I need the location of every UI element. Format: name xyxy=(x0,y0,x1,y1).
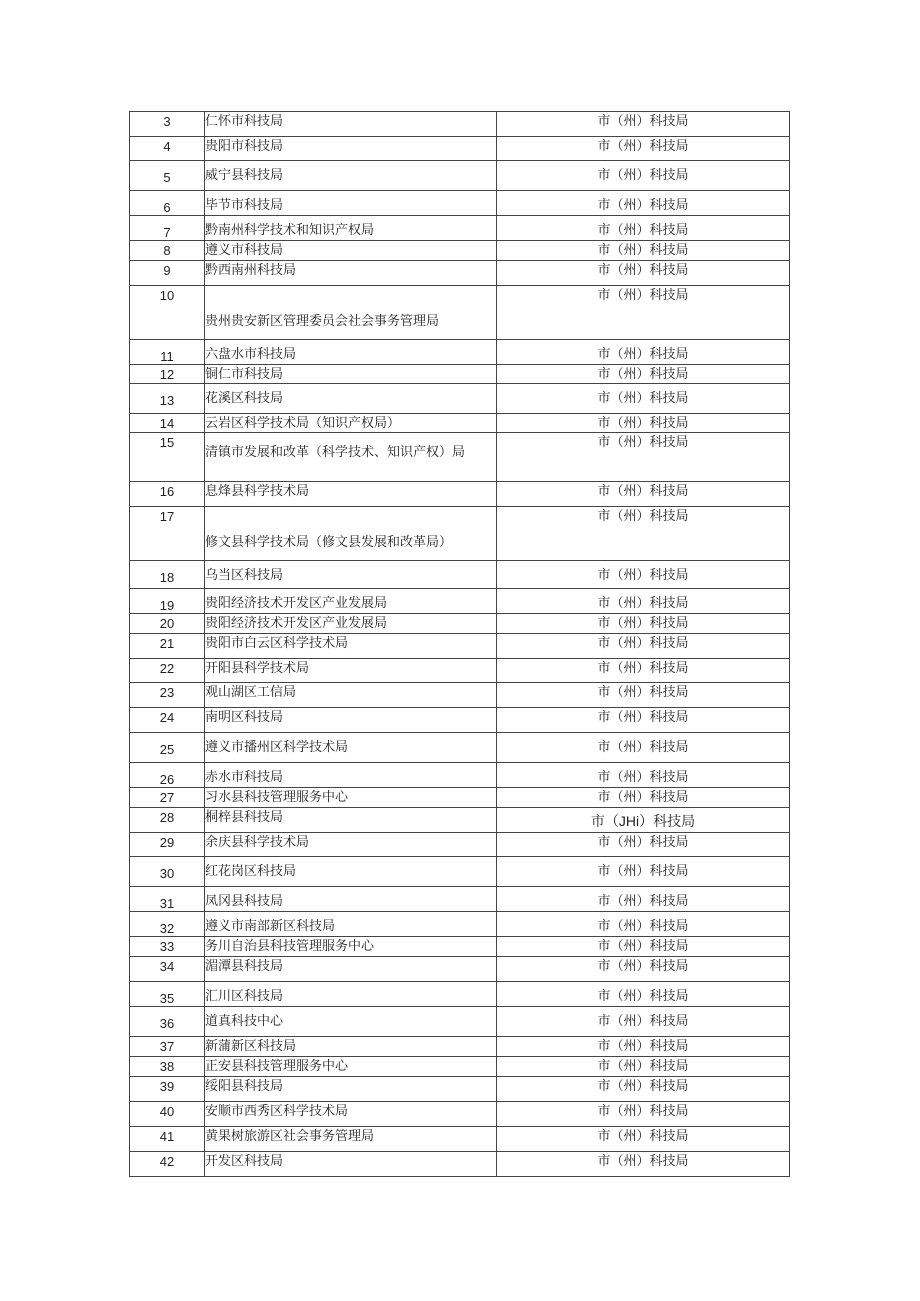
agency-name-cell xyxy=(205,384,497,414)
agency-name-cell xyxy=(205,340,497,365)
agency-type-cell xyxy=(497,414,790,433)
agency-type-cell xyxy=(497,634,790,659)
agency-name: 贵阳经济技术开发区产业发展局 xyxy=(205,596,388,611)
row-number-cell xyxy=(130,1102,205,1127)
agency-name-cell xyxy=(205,763,497,788)
row-number: 21 xyxy=(159,636,175,651)
row-number-cell xyxy=(130,937,205,957)
agency-type: 市（州）科技局 xyxy=(597,661,689,676)
row-number: 39 xyxy=(159,1079,175,1094)
row-number: 30 xyxy=(159,866,175,881)
agency-type: 市（州）科技局 xyxy=(597,835,689,850)
agency-type-cell xyxy=(497,659,790,683)
agency-type: 市（州）科技局 xyxy=(597,989,689,1004)
agency-type: 市（州）科技局 xyxy=(597,770,689,785)
agency-type: 市（州）科技局 xyxy=(597,484,689,499)
row-number-cell xyxy=(130,1152,205,1177)
row-number-cell xyxy=(130,614,205,634)
table-row xyxy=(130,833,790,857)
agency-name: 新蒲新区科技局 xyxy=(205,1039,297,1054)
agency-type: 市（州）科技局 xyxy=(597,864,689,879)
table-row xyxy=(130,112,790,137)
agency-name-cell xyxy=(205,589,497,614)
row-number: 9 xyxy=(163,263,171,278)
agency-type: 市（州）科技局 xyxy=(597,596,689,611)
agency-name-cell xyxy=(205,286,497,340)
agency-type: 市（州）科技局 xyxy=(597,416,689,431)
row-number-cell xyxy=(130,241,205,261)
agency-name: 黔西南州科技局 xyxy=(205,263,297,278)
agency-name: 黔南州科学技术和知识产权局 xyxy=(205,223,375,238)
row-number: 19 xyxy=(159,598,175,613)
row-number-cell xyxy=(130,507,205,561)
agency-type: 市（州）科技局 xyxy=(597,139,689,154)
row-number-cell xyxy=(130,833,205,857)
agency-name-cell xyxy=(205,614,497,634)
agency-name-cell xyxy=(205,482,497,507)
agency-name-cell xyxy=(205,808,497,833)
agency-name-cell xyxy=(205,414,497,433)
agency-type-cell xyxy=(497,589,790,614)
row-number-cell xyxy=(130,808,205,833)
agency-type-cell xyxy=(497,763,790,788)
table-row xyxy=(130,733,790,763)
row-number: 37 xyxy=(159,1039,175,1054)
agency-type: 市（州）科技局 xyxy=(597,1039,689,1054)
row-number: 3 xyxy=(163,114,171,129)
agency-name: 湄潭县科技局 xyxy=(205,959,284,974)
row-number-cell xyxy=(130,414,205,433)
agency-type-cell xyxy=(497,286,790,340)
table-row xyxy=(130,433,790,482)
row-number-cell xyxy=(130,659,205,683)
agency-type-cell xyxy=(497,216,790,241)
agency-type: 市（州）科技局 xyxy=(597,894,689,909)
agency-name-cell xyxy=(205,833,497,857)
agency-name: 贵阳经济技术开发区产业发展局 xyxy=(205,616,388,631)
agency-type: 市（州）科技局 xyxy=(597,367,689,382)
row-number-cell xyxy=(130,683,205,708)
table-row xyxy=(130,763,790,788)
row-number-cell xyxy=(130,982,205,1007)
row-number: 40 xyxy=(159,1104,175,1119)
agency-type: 市（州）科技局 xyxy=(597,114,689,129)
table-row xyxy=(130,241,790,261)
agency-name-cell xyxy=(205,161,497,191)
row-number-cell xyxy=(130,1037,205,1057)
row-number: 22 xyxy=(159,661,175,676)
agency-name: 正安县科技管理服务中心 xyxy=(205,1059,349,1074)
agency-name-cell xyxy=(205,1102,497,1127)
agency-name-cell xyxy=(205,433,497,482)
table-row xyxy=(130,414,790,433)
agency-name-cell xyxy=(205,261,497,286)
agency-name: 铜仁市科技局 xyxy=(205,367,284,382)
table-body xyxy=(130,112,790,1177)
agency-name-cell xyxy=(205,634,497,659)
agency-name: 汇川区科技局 xyxy=(205,989,284,1004)
row-number: 36 xyxy=(159,1016,175,1031)
row-number-cell xyxy=(130,384,205,414)
row-number: 23 xyxy=(159,685,175,700)
agency-type: 市（州）科技局 xyxy=(597,740,689,755)
agency-name-cell xyxy=(205,241,497,261)
row-number-cell xyxy=(130,912,205,937)
agency-type-cell xyxy=(497,1102,790,1127)
agency-name-cell xyxy=(205,957,497,982)
row-number: 11 xyxy=(160,349,174,364)
agency-type: 市（州）科技局 xyxy=(597,1079,689,1094)
agency-name: 贵阳市白云区科学技术局 xyxy=(205,636,349,651)
agency-name-cell xyxy=(205,561,497,589)
table-row xyxy=(130,708,790,733)
agency-type-cell xyxy=(497,937,790,957)
agency-name: 道真科技中心 xyxy=(205,1014,284,1029)
row-number: 29 xyxy=(159,835,175,850)
agency-name-cell xyxy=(205,1127,497,1152)
row-number: 26 xyxy=(159,772,175,787)
table-row xyxy=(130,365,790,384)
row-number: 24 xyxy=(159,710,175,725)
table-row xyxy=(130,634,790,659)
agency-name-cell xyxy=(205,887,497,912)
table-row xyxy=(130,1077,790,1102)
row-number-cell xyxy=(130,261,205,286)
table-row xyxy=(130,1037,790,1057)
agency-name: 开阳县科学技术局 xyxy=(205,661,310,676)
row-number-cell xyxy=(130,1007,205,1037)
agency-name: 红花岗区科技局 xyxy=(205,864,297,879)
agency-type: 市（州）科技局 xyxy=(597,168,689,183)
table-row xyxy=(130,1102,790,1127)
row-number-cell xyxy=(130,433,205,482)
agency-name-cell xyxy=(205,112,497,137)
row-number: 18 xyxy=(159,570,175,585)
agency-name-cell xyxy=(205,788,497,808)
table-row xyxy=(130,683,790,708)
row-number-cell xyxy=(130,1077,205,1102)
agency-type-cell xyxy=(497,482,790,507)
row-number-cell xyxy=(130,161,205,191)
agency-name: 赤水市科技局 xyxy=(205,770,284,785)
agency-type: 市（州）科技局 xyxy=(597,919,689,934)
agency-type: 市（州）科技局 xyxy=(597,1104,689,1119)
table-row xyxy=(130,561,790,589)
row-number: 32 xyxy=(159,921,175,936)
row-number-cell xyxy=(130,112,205,137)
agency-type: 市（州）科技局 xyxy=(597,616,689,631)
agency-name: 息烽县科学技术局 xyxy=(205,484,310,499)
agency-name: 遵义市科技局 xyxy=(205,243,284,258)
row-number-cell xyxy=(130,482,205,507)
agency-type-cell xyxy=(497,112,790,137)
agency-type: 市（州）科技局 xyxy=(597,391,689,406)
agency-type-cell xyxy=(497,1127,790,1152)
row-number-cell xyxy=(130,788,205,808)
agency-type: 市（州）科技局 xyxy=(597,263,689,278)
table-row xyxy=(130,191,790,216)
agency-type-cell xyxy=(497,912,790,937)
agency-type: 市（州）科技局 xyxy=(597,509,689,524)
agency-name: 清镇市发展和改革（科学技术、知识产权）局 xyxy=(205,445,466,460)
row-number: 41 xyxy=(159,1129,175,1144)
agency-name: 安顺市西秀区科学技术局 xyxy=(205,1104,349,1119)
agency-name: 云岩区科学技术局（知识产权局） xyxy=(205,416,401,431)
agency-type-cell xyxy=(497,191,790,216)
agency-name: 贵州贵安新区管理委员会社会事务管理局 xyxy=(205,314,440,329)
agency-name: 习水县科技管理服务中心 xyxy=(205,790,349,805)
agency-name-cell xyxy=(205,1152,497,1177)
agency-type-cell xyxy=(497,708,790,733)
agency-table xyxy=(129,111,790,1177)
agency-name: 遵义市播州区科学技术局 xyxy=(205,740,349,755)
agency-name: 绥阳县科技局 xyxy=(205,1079,284,1094)
table-row xyxy=(130,957,790,982)
row-number-cell xyxy=(130,763,205,788)
agency-type: 市（JHi）科技局 xyxy=(590,813,696,829)
agency-type-cell xyxy=(497,1057,790,1077)
agency-type-cell xyxy=(497,1152,790,1177)
table-row xyxy=(130,982,790,1007)
agency-name-cell xyxy=(205,1007,497,1037)
table-row xyxy=(130,286,790,340)
agency-name: 凤冈县科技局 xyxy=(205,894,284,909)
agency-type-cell xyxy=(497,384,790,414)
row-number: 20 xyxy=(159,616,175,631)
agency-type: 市（州）科技局 xyxy=(597,939,689,954)
agency-name: 遵义市南部新区科技局 xyxy=(205,919,336,934)
row-number-cell xyxy=(130,340,205,365)
row-number-cell xyxy=(130,708,205,733)
agency-name-cell xyxy=(205,659,497,683)
row-number: 35 xyxy=(159,991,175,1006)
agency-type-cell xyxy=(497,161,790,191)
agency-name-cell xyxy=(205,733,497,763)
table-row xyxy=(130,1152,790,1177)
agency-name-cell xyxy=(205,191,497,216)
table-row xyxy=(130,808,790,833)
agency-name-cell xyxy=(205,365,497,384)
row-number: 27 xyxy=(159,790,175,805)
row-number: 6 xyxy=(163,200,171,215)
agency-name: 花溪区科技局 xyxy=(205,391,284,406)
row-number-cell xyxy=(130,887,205,912)
agency-type-cell xyxy=(497,857,790,887)
row-number: 28 xyxy=(159,810,175,825)
table-row xyxy=(130,912,790,937)
row-number-cell xyxy=(130,733,205,763)
agency-name-cell xyxy=(205,857,497,887)
row-number-cell xyxy=(130,191,205,216)
agency-type-cell xyxy=(497,507,790,561)
row-number: 17 xyxy=(159,509,175,524)
agency-type: 市（州）科技局 xyxy=(597,710,689,725)
agency-type-cell xyxy=(497,340,790,365)
agency-name-cell xyxy=(205,982,497,1007)
agency-type-cell xyxy=(497,433,790,482)
row-number: 38 xyxy=(159,1059,175,1074)
table-row xyxy=(130,857,790,887)
table-row xyxy=(130,482,790,507)
agency-type: 市（州）科技局 xyxy=(597,568,689,583)
agency-type-cell xyxy=(497,1077,790,1102)
agency-name: 六盘水市科技局 xyxy=(205,347,297,362)
table-row xyxy=(130,216,790,241)
agency-name: 桐梓县科技局 xyxy=(205,810,284,825)
table-row xyxy=(130,340,790,365)
table-row xyxy=(130,1057,790,1077)
row-number-cell xyxy=(130,216,205,241)
row-number: 4 xyxy=(163,139,171,154)
row-number-cell xyxy=(130,634,205,659)
row-number-cell xyxy=(130,137,205,161)
agency-name: 黄果树旅游区社会事务管理局 xyxy=(205,1129,375,1144)
agency-type: 市（州）科技局 xyxy=(597,1014,689,1029)
agency-name-cell xyxy=(205,912,497,937)
agency-name-cell xyxy=(205,683,497,708)
agency-name: 南明区科技局 xyxy=(205,710,284,725)
row-number: 16 xyxy=(159,484,175,499)
agency-type-cell xyxy=(497,982,790,1007)
agency-name-cell xyxy=(205,507,497,561)
agency-name-cell xyxy=(205,137,497,161)
row-number-cell xyxy=(130,561,205,589)
agency-type: 市（州）科技局 xyxy=(597,243,689,258)
agency-type: 市（州）科技局 xyxy=(597,288,689,303)
agency-type-cell xyxy=(497,788,790,808)
agency-name: 仁怀市科技局 xyxy=(205,114,284,129)
row-number: 14 xyxy=(159,416,175,431)
agency-type: 市（州）科技局 xyxy=(597,685,689,700)
agency-type-cell xyxy=(497,808,790,833)
agency-name: 开发区科技局 xyxy=(205,1154,284,1169)
table-row xyxy=(130,161,790,191)
table-row xyxy=(130,659,790,683)
agency-name-cell xyxy=(205,1057,497,1077)
agency-type-cell xyxy=(497,614,790,634)
agency-name-cell xyxy=(205,937,497,957)
table-row xyxy=(130,261,790,286)
table-row xyxy=(130,788,790,808)
agency-name: 务川自治县科技管理服务中心 xyxy=(205,939,375,954)
agency-name: 修文县科学技术局（修文县发展和改革局） xyxy=(205,535,453,550)
row-number: 13 xyxy=(159,393,175,408)
agency-type: 市（州）科技局 xyxy=(597,959,689,974)
row-number-cell xyxy=(130,1127,205,1152)
agency-type-cell xyxy=(497,365,790,384)
row-number: 5 xyxy=(163,170,171,185)
table-row xyxy=(130,1007,790,1037)
agency-type-cell xyxy=(497,733,790,763)
row-number: 33 xyxy=(159,939,175,954)
agency-type: 市（州）科技局 xyxy=(597,1154,689,1169)
agency-name: 观山湖区工信局 xyxy=(205,685,297,700)
agency-type-cell xyxy=(497,833,790,857)
table-row xyxy=(130,137,790,161)
row-number: 8 xyxy=(163,243,171,258)
agency-type-cell xyxy=(497,561,790,589)
agency-type-cell xyxy=(497,261,790,286)
table-row xyxy=(130,614,790,634)
agency-name: 乌当区科技局 xyxy=(205,568,284,583)
agency-type-cell xyxy=(497,1007,790,1037)
row-number: 31 xyxy=(159,896,175,911)
row-number-cell xyxy=(130,365,205,384)
table-row xyxy=(130,1127,790,1152)
agency-name-cell xyxy=(205,708,497,733)
agency-name-cell xyxy=(205,216,497,241)
agency-type-cell xyxy=(497,957,790,982)
agency-type: 市（州）科技局 xyxy=(597,223,689,238)
row-number-cell xyxy=(130,1057,205,1077)
agency-name: 贵阳市科技局 xyxy=(205,139,284,154)
agency-type-cell xyxy=(497,1037,790,1057)
row-number: 12 xyxy=(159,367,175,382)
agency-type: 市（州）科技局 xyxy=(597,1059,689,1074)
row-number: 15 xyxy=(159,435,175,450)
agency-name: 毕节市科技局 xyxy=(205,198,284,213)
table-row xyxy=(130,384,790,414)
table-row xyxy=(130,887,790,912)
row-number-cell xyxy=(130,589,205,614)
table-row xyxy=(130,507,790,561)
row-number: 34 xyxy=(159,959,175,974)
agency-type-cell xyxy=(497,683,790,708)
row-number: 10 xyxy=(159,288,175,303)
row-number-cell xyxy=(130,857,205,887)
agency-type-cell xyxy=(497,137,790,161)
agency-type: 市（州）科技局 xyxy=(597,790,689,805)
table-row xyxy=(130,589,790,614)
row-number: 42 xyxy=(159,1154,175,1169)
agency-name: 余庆县科学技术局 xyxy=(205,835,310,850)
agency-type: 市（州）科技局 xyxy=(597,198,689,213)
row-number: 7 xyxy=(163,225,171,240)
agency-type: 市（州）科技局 xyxy=(597,636,689,651)
agency-name-cell xyxy=(205,1037,497,1057)
agency-type-cell xyxy=(497,241,790,261)
row-number: 25 xyxy=(159,742,175,757)
row-number-cell xyxy=(130,957,205,982)
agency-type: 市（州）科技局 xyxy=(597,347,689,362)
agency-name-cell xyxy=(205,1077,497,1102)
row-number-cell xyxy=(130,286,205,340)
agency-name: 威宁县科技局 xyxy=(205,168,284,183)
agency-type: 市（州）科技局 xyxy=(597,435,689,450)
agency-type: 市（州）科技局 xyxy=(597,1129,689,1144)
agency-type-cell xyxy=(497,887,790,912)
table-row xyxy=(130,937,790,957)
